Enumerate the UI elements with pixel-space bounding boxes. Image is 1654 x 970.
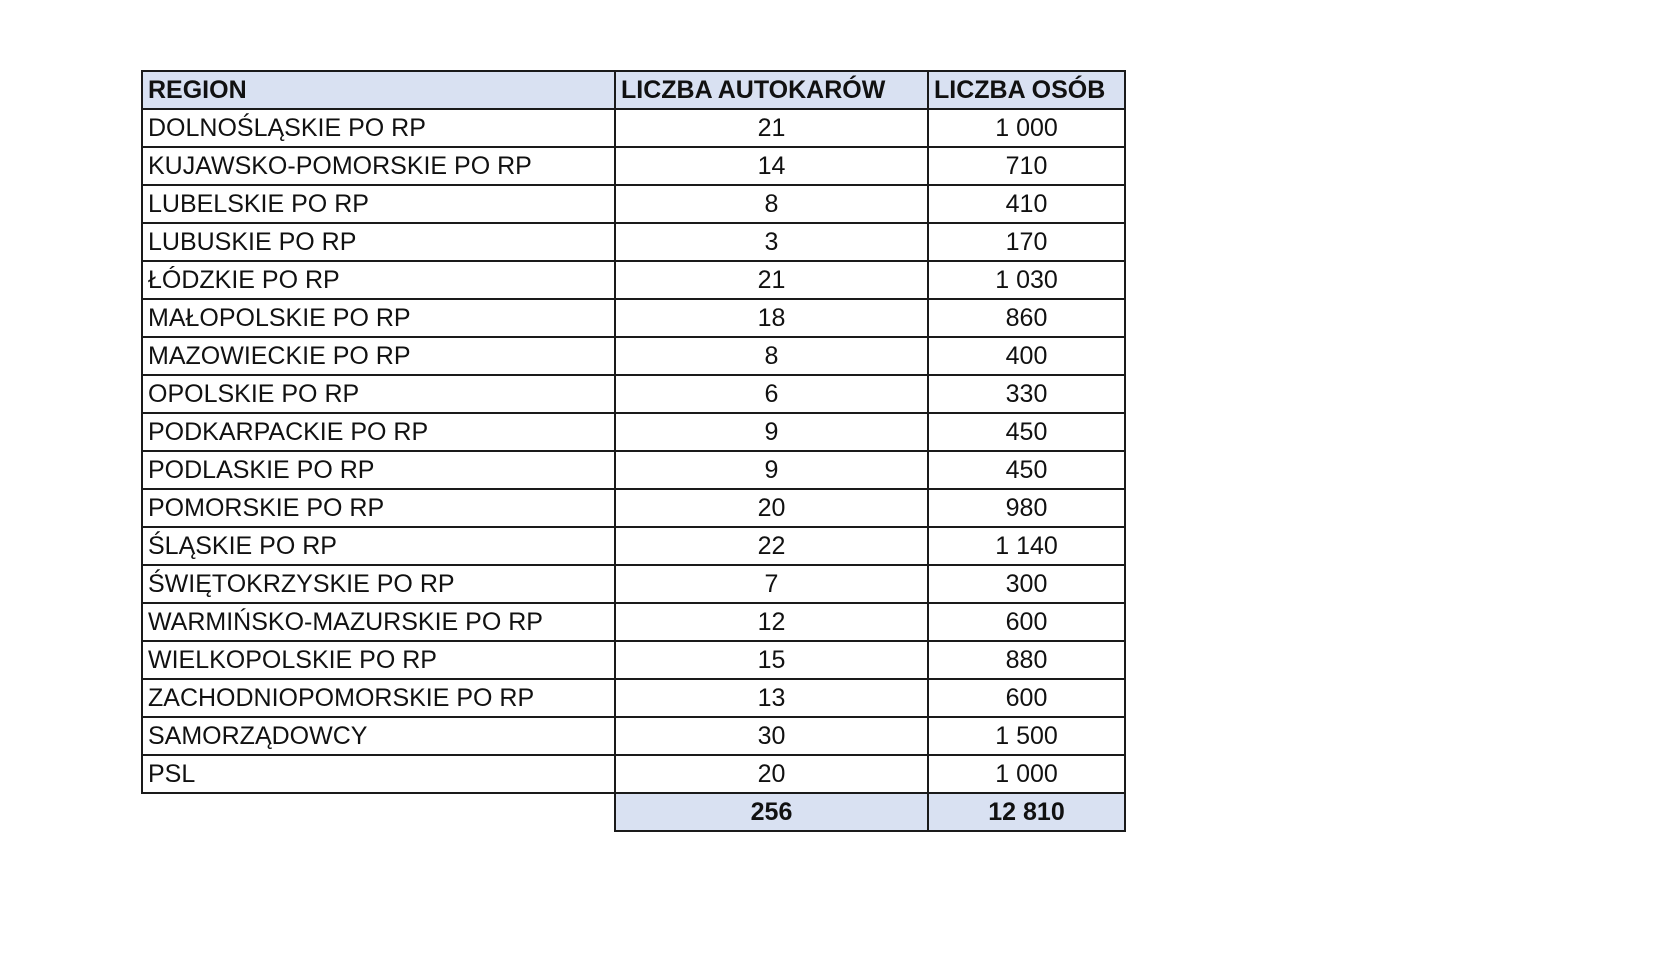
people-cell: 1 000 <box>928 109 1125 147</box>
region-cell: ŁÓDZKIE PO RP <box>142 261 615 299</box>
region-cell: PODKARPACKIE PO RP <box>142 413 615 451</box>
totals-blank-cell <box>142 793 615 831</box>
region-cell: OPOLSKIE PO RP <box>142 375 615 413</box>
buses-cell: 9 <box>615 451 928 489</box>
buses-cell: 21 <box>615 109 928 147</box>
bus-allocation-table <box>141 70 1126 832</box>
buses-cell: 22 <box>615 527 928 565</box>
table-row <box>142 147 1125 185</box>
table-row <box>142 375 1125 413</box>
region-cell: ZACHODNIOPOMORSKIE PO RP <box>142 679 615 717</box>
header-region: REGION <box>142 71 615 109</box>
table-row <box>142 641 1125 679</box>
people-cell: 710 <box>928 147 1125 185</box>
buses-cell: 14 <box>615 147 928 185</box>
buses-cell: 8 <box>615 337 928 375</box>
people-cell: 600 <box>928 603 1125 641</box>
people-cell: 410 <box>928 185 1125 223</box>
table-row <box>142 337 1125 375</box>
people-cell: 860 <box>928 299 1125 337</box>
people-cell: 980 <box>928 489 1125 527</box>
buses-cell: 3 <box>615 223 928 261</box>
people-cell: 880 <box>928 641 1125 679</box>
header-buses: LICZBA AUTOKARÓW <box>615 71 928 109</box>
region-cell: PODLASKIE PO RP <box>142 451 615 489</box>
table-row <box>142 185 1125 223</box>
table-row <box>142 109 1125 147</box>
people-cell: 450 <box>928 451 1125 489</box>
people-cell: 170 <box>928 223 1125 261</box>
table-body <box>142 109 1125 793</box>
people-cell: 330 <box>928 375 1125 413</box>
total-people: 12 810 <box>928 793 1125 831</box>
total-buses: 256 <box>615 793 928 831</box>
buses-cell: 9 <box>615 413 928 451</box>
header-people: LICZBA OSÓB <box>928 71 1125 109</box>
table-row <box>142 261 1125 299</box>
table-row <box>142 603 1125 641</box>
region-cell: ŚLĄSKIE PO RP <box>142 527 615 565</box>
header-row <box>142 71 1125 109</box>
region-cell: WIELKOPOLSKIE PO RP <box>142 641 615 679</box>
buses-cell: 12 <box>615 603 928 641</box>
region-cell: POMORSKIE PO RP <box>142 489 615 527</box>
region-cell: PSL <box>142 755 615 793</box>
region-cell: MAZOWIECKIE PO RP <box>142 337 615 375</box>
table-row <box>142 527 1125 565</box>
buses-cell: 30 <box>615 717 928 755</box>
buses-cell: 13 <box>615 679 928 717</box>
people-cell: 300 <box>928 565 1125 603</box>
table-row <box>142 299 1125 337</box>
buses-cell: 20 <box>615 755 928 793</box>
people-cell: 1 030 <box>928 261 1125 299</box>
region-cell: SAMORZĄDOWCY <box>142 717 615 755</box>
buses-cell: 18 <box>615 299 928 337</box>
people-cell: 450 <box>928 413 1125 451</box>
region-cell: KUJAWSKO-POMORSKIE PO RP <box>142 147 615 185</box>
buses-cell: 6 <box>615 375 928 413</box>
buses-cell: 8 <box>615 185 928 223</box>
table-row <box>142 717 1125 755</box>
table-row <box>142 451 1125 489</box>
table-row <box>142 223 1125 261</box>
people-cell: 1 500 <box>928 717 1125 755</box>
people-cell: 600 <box>928 679 1125 717</box>
region-cell: WARMIŃSKO-MAZURSKIE PO RP <box>142 603 615 641</box>
totals-row <box>142 793 1125 831</box>
table-row <box>142 489 1125 527</box>
table-row <box>142 565 1125 603</box>
region-cell: LUBUSKIE PO RP <box>142 223 615 261</box>
buses-cell: 7 <box>615 565 928 603</box>
buses-cell: 21 <box>615 261 928 299</box>
region-cell: DOLNOŚLĄSKIE PO RP <box>142 109 615 147</box>
people-cell: 400 <box>928 337 1125 375</box>
table-row <box>142 679 1125 717</box>
region-cell: ŚWIĘTOKRZYSKIE PO RP <box>142 565 615 603</box>
buses-cell: 20 <box>615 489 928 527</box>
region-cell: MAŁOPOLSKIE PO RP <box>142 299 615 337</box>
people-cell: 1 140 <box>928 527 1125 565</box>
table-row <box>142 755 1125 793</box>
table-row <box>142 413 1125 451</box>
buses-cell: 15 <box>615 641 928 679</box>
people-cell: 1 000 <box>928 755 1125 793</box>
region-cell: LUBELSKIE PO RP <box>142 185 615 223</box>
